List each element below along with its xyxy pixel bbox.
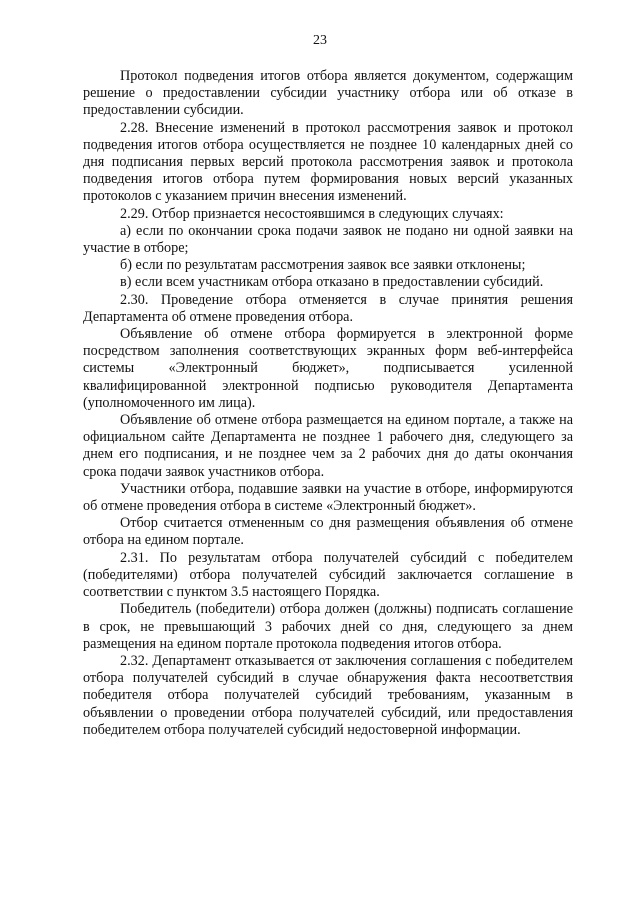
paragraph-cancellation-notice-form: Объявление об отмене отбора формируется в электронной форме посредством заполнения соответствующих экранных форм веб-интерфейса системы «Электронный бюджет», подписывается усиленной квалифицированной электронной подписью руководителя Департамента (уполномоченного им лица).	[83, 326, 573, 411]
paragraph-2-32: 2.32. Департамент отказывается от заключения соглашения с победителем отбора получателей субсидий в случае обнаружения факта несоответствия победителя отбора получателей субсидий требованиям, указанным в объявлении о проведении отбора получателей субсидий, или предоставления победителем отбора получателей субсидий недостоверной информации.	[83, 652, 573, 738]
paragraph-2-29-v: в) если всем участникам отбора отказано в предоставлении субсидий.	[120, 274, 544, 291]
paragraph-participants-informed: Участники отбора, подавшие заявки на участие в отборе, информируются об отмене проведения отбора в системе «Электронный бюджет».	[83, 480, 573, 515]
paragraph-2-30: 2.30. Проведение отбора отменяется в случае принятия решения Департамента об отмене проведения отбора.	[83, 291, 573, 325]
paragraph-2-29: 2.29. Отбор признается несостоявшимся в следующих случаях:	[120, 205, 504, 222]
paragraph-winner-signing-term: Победитель (победители) отбора должен (должны) подписать соглашение в срок, не превышающий 3 рабочих дней со дня, следующего за днем размещения на едином портале протокола подведения итогов отбора.	[83, 601, 573, 652]
paragraph-protocol-summary: Протокол подведения итогов отбора является документом, содержащим решение о предоставлении субсидии участнику отбора или об отказе в предоставлении субсидии.	[83, 68, 573, 119]
page-number: 23	[313, 33, 327, 48]
paragraph-2-31: 2.31. По результатам отбора получателей субсидий с победителем (победителями) отбора получателей субсидий заключается соглашение в соответствии с пунктом 3.5 настоящего Порядка.	[83, 549, 573, 601]
paragraph-selection-cancelled-date: Отбор считается отмененным со дня размещения объявления об отмене отбора на едином портале.	[83, 515, 573, 549]
paragraph-2-29-a: а) если по окончании срока подачи заявок не подано ни одной заявки на участие в отборе;	[83, 222, 573, 257]
document-body	[83, 68, 573, 739]
paragraph-2-28: 2.28. Внесение изменений в протокол рассмотрения заявок и протокол подведения итогов отбора осуществляется не позднее 10 календарных дней со дня подписания первых версий протокола рассмотрения заявок и протокола подведения итогов отбора путем формирования новых версий указанных протоколов с указанием причин внесения изменений.	[83, 119, 573, 205]
paragraph-2-29-b: б) если по результатам рассмотрения заявок все заявки отклонены;	[120, 257, 526, 274]
paragraph-cancellation-notice-publication: Объявление об отмене отбора размещается на едином портале, а также на официальном сайте Департамента не позднее 1 рабочего дня, следующего за днем его подписания, и не позднее чем за 2 рабочих дня до даты окончания срока подачи заявок участников отбора.	[83, 412, 573, 480]
